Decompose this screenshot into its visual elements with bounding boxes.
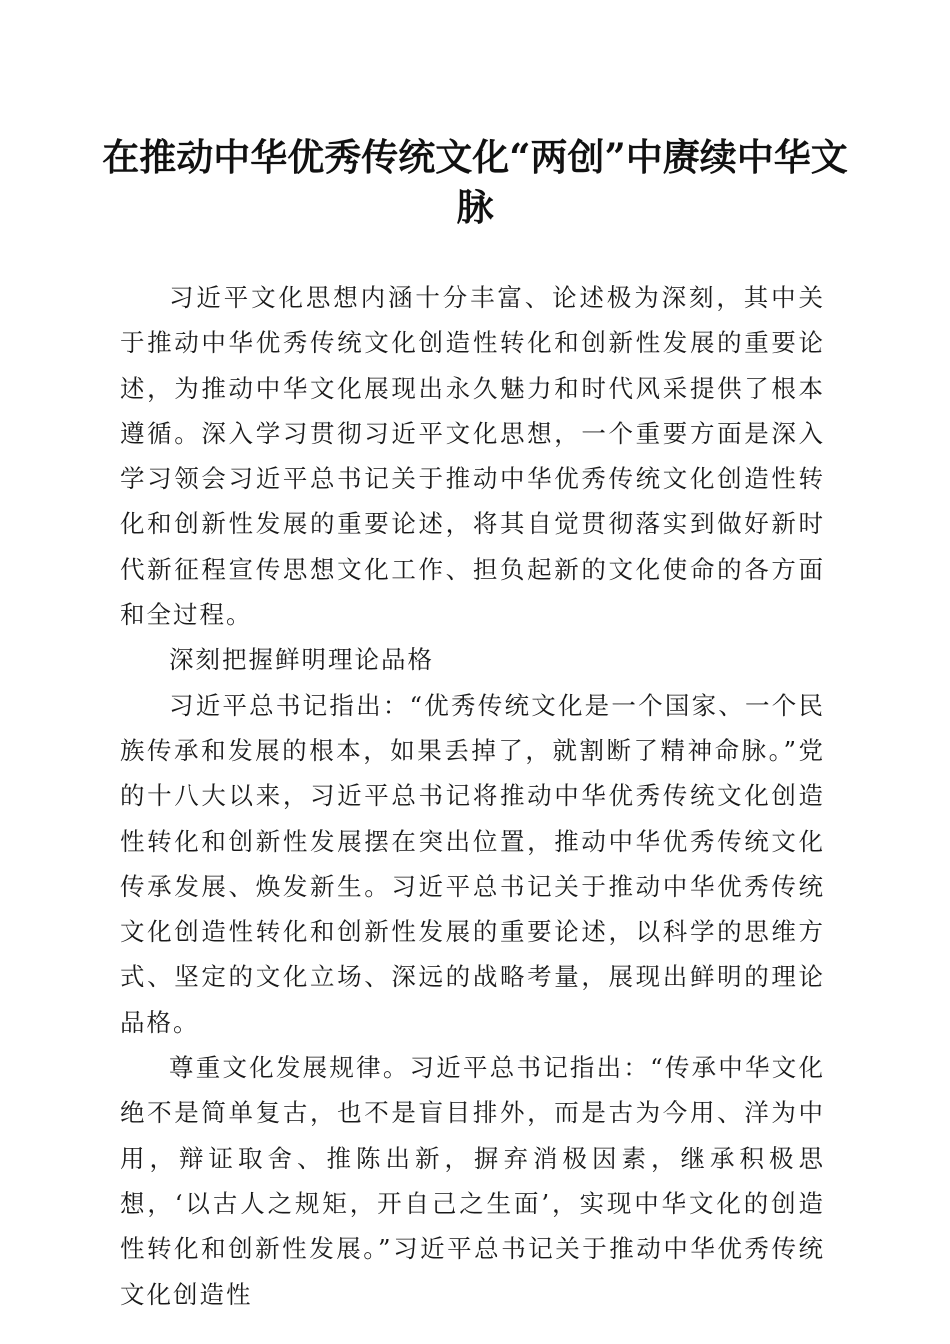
document-body xyxy=(120,275,825,1317)
document-title: 在推动中华优秀传统文化“两创”中赓续中华文脉 xyxy=(102,135,848,229)
section-heading: 深刻把握鲜明理论品格 xyxy=(169,645,434,675)
paragraph-quote: 习近平总书记指出：“优秀传统文化是一个国家、一个民族传承和发展的根本，如果丢掉了，就割断了精神命脉。”党的十八大以来，习近平总书记将推动中华优秀传统文化创造性转化和创新性发展摆在突出位置，推动中华优秀传统文化传承发展、焕发新生。习近平总书记关于推动中华优秀传统文化创造性转化和创新性发展的重要论述，以科学的思维方式、坚定的文化立场、深远的战略考量，展现出鲜明的理论品格。 xyxy=(120,690,825,1037)
paragraph-culture-law: 尊重文化发展规律。习近平总书记指出：“传承中华文化绝不是简单复古，也不是盲目排外，而是古为今用、洋为中用，辩证取舍、推陈出新，摒弃消极因素，继承积极思想，‘以古人之规矩，开自己之生面’，实现中华文化的创造性转化和创新性发展。”习近平总书记关于推动中华优秀传统文化创造性 xyxy=(120,1053,825,1309)
paragraph-intro: 习近平文化思想内涵十分丰富、论述极为深刻，其中关于推动中华优秀传统文化创造性转化和创新性发展的重要论述，为推动中华文化展现出永久魅力和时代风采提供了根本遵循。深入学习贯彻习近平文化思想，一个重要方面是深入学习领会习近平总书记关于推动中华优秀传统文化创造性转化和创新性发展的重要论述，将其自觉贯彻落实到做好新时代新征程宣传思想文化工作、担负起新的文化使命的各方面和全过程。 xyxy=(120,283,825,630)
